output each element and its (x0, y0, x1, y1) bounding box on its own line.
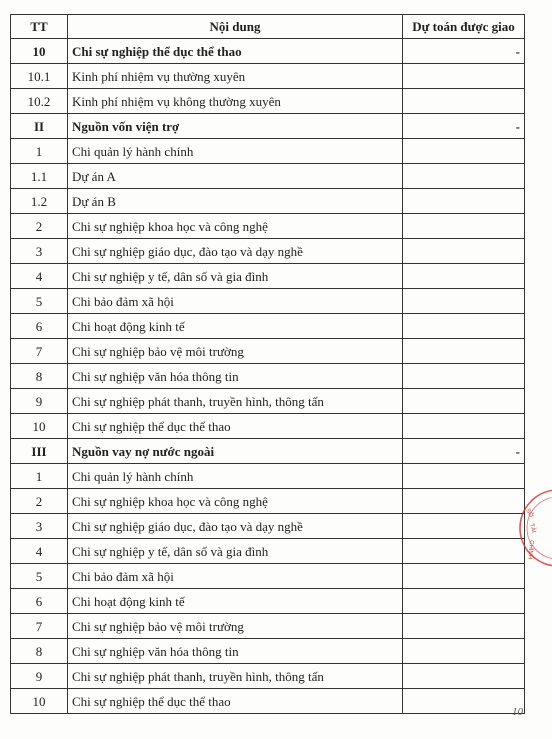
budget-table-body (11, 39, 525, 714)
row-content: Chi bảo đảm xã hội (68, 564, 403, 589)
row-estimate (403, 89, 525, 114)
row-content: Chi sự nghiệp bảo vệ môi trường (68, 339, 403, 364)
row-estimate (403, 564, 525, 589)
row-estimate (403, 339, 525, 364)
table-row (11, 614, 525, 639)
table-row (11, 114, 525, 139)
row-content: Chi hoạt động kinh tế (68, 314, 403, 339)
row-number: 1 (11, 464, 68, 489)
table-row (11, 539, 525, 564)
row-number: 2 (11, 489, 68, 514)
row-estimate (403, 689, 525, 714)
row-number: 7 (11, 339, 68, 364)
row-number: 5 (11, 289, 68, 314)
table-row (11, 464, 525, 489)
row-content: Chi quản lý hành chính (68, 139, 403, 164)
svg-text:CHÍNH: CHÍNH (526, 539, 534, 560)
row-content: Nguồn vốn viện trợ (68, 114, 403, 139)
row-estimate: - (403, 39, 525, 64)
row-number: II (11, 114, 68, 139)
table-row (11, 264, 525, 289)
row-number: 9 (11, 389, 68, 414)
row-content: Chi sự nghiệp văn hóa thông tin (68, 364, 403, 389)
row-estimate (403, 389, 525, 414)
row-number: 2 (11, 214, 68, 239)
table-row (11, 314, 525, 339)
row-estimate: - (403, 439, 525, 464)
row-estimate (403, 264, 525, 289)
row-content: Chi sự nghiệp y tế, dân số và gia đình (68, 539, 403, 564)
row-estimate (403, 289, 525, 314)
table-row (11, 364, 525, 389)
row-content: Chi sự nghiệp khoa học và công nghệ (68, 214, 403, 239)
row-number: 10 (11, 689, 68, 714)
table-row (11, 64, 525, 89)
header-estimate: Dự toán được giao (403, 15, 525, 39)
row-estimate (403, 539, 525, 564)
table-row (11, 439, 525, 464)
row-number: 7 (11, 614, 68, 639)
row-number: 10 (11, 414, 68, 439)
page-number-mark: 10 (512, 706, 523, 718)
row-content: Dự án B (68, 189, 403, 214)
table-header-row (11, 15, 525, 39)
row-content: Chi sự nghiệp phát thanh, truyền hình, thông tấn (68, 664, 403, 689)
row-number: 4 (11, 539, 68, 564)
row-estimate (403, 614, 525, 639)
row-content: Chi sự nghiệp y tế, dân số và gia đình (68, 264, 403, 289)
table-row (11, 289, 525, 314)
svg-text:TÀI: TÀI (528, 522, 537, 534)
header-content: Nội dung (68, 15, 403, 39)
row-content: Chi sự nghiệp khoa học và công nghệ (68, 489, 403, 514)
row-estimate (403, 489, 525, 514)
row-content: Chi sự nghiệp bảo vệ môi trường (68, 614, 403, 639)
table-row (11, 639, 525, 664)
row-estimate (403, 414, 525, 439)
row-content: Chi sự nghiệp văn hóa thông tin (68, 639, 403, 664)
red-seal-stamp (512, 488, 552, 568)
row-content: Chi sự nghiệp giáo dục, đào tạo và dạy nghề (68, 239, 403, 264)
row-number: 4 (11, 264, 68, 289)
budget-table (10, 14, 525, 714)
table-row (11, 489, 525, 514)
table-row (11, 414, 525, 439)
table-row (11, 514, 525, 539)
row-number: 5 (11, 564, 68, 589)
row-estimate (403, 239, 525, 264)
row-estimate (403, 64, 525, 89)
svg-text:SỞ: SỞ (524, 508, 535, 519)
row-estimate (403, 589, 525, 614)
row-content: Dự án A (68, 164, 403, 189)
row-number: 8 (11, 364, 68, 389)
row-number: 10 (11, 39, 68, 64)
header-tt: TT (11, 15, 68, 39)
row-estimate (403, 164, 525, 189)
row-number: 1.1 (11, 164, 68, 189)
row-estimate (403, 314, 525, 339)
row-number: III (11, 439, 68, 464)
row-number: 10.2 (11, 89, 68, 114)
table-row (11, 389, 525, 414)
row-estimate (403, 364, 525, 389)
row-estimate (403, 464, 525, 489)
row-content: Chi sự nghiệp thể dục thể thao (68, 39, 403, 64)
table-row (11, 214, 525, 239)
row-content: Chi sự nghiệp thể dục thể thao (68, 414, 403, 439)
table-row (11, 39, 525, 64)
row-content: Kinh phí nhiệm vụ không thường xuyên (68, 89, 403, 114)
row-content: Chi sự nghiệp giáo dục, đào tạo và dạy nghề (68, 514, 403, 539)
row-content: Chi hoạt động kinh tế (68, 589, 403, 614)
row-content: Nguồn vay nợ nước ngoài (68, 439, 403, 464)
table-row (11, 564, 525, 589)
table-row (11, 189, 525, 214)
table-row (11, 689, 525, 714)
row-number: 9 (11, 664, 68, 689)
table-row (11, 664, 525, 689)
table-row (11, 339, 525, 364)
table-row (11, 164, 525, 189)
table-row (11, 589, 525, 614)
row-content: Chi sự nghiệp phát thanh, truyền hình, thông tấn (68, 389, 403, 414)
row-content: Kinh phí nhiệm vụ thường xuyên (68, 64, 403, 89)
row-estimate (403, 514, 525, 539)
row-number: 10.1 (11, 64, 68, 89)
row-number: 8 (11, 639, 68, 664)
row-number: 6 (11, 314, 68, 339)
table-row (11, 239, 525, 264)
row-content: Chi sự nghiệp thể dục thể thao (68, 689, 403, 714)
row-number: 6 (11, 589, 68, 614)
row-number: 1.2 (11, 189, 68, 214)
row-number: 1 (11, 139, 68, 164)
table-row (11, 89, 525, 114)
row-content: Chi bảo đảm xã hội (68, 289, 403, 314)
row-number: 3 (11, 514, 68, 539)
row-estimate (403, 664, 525, 689)
row-estimate (403, 639, 525, 664)
row-estimate (403, 214, 525, 239)
row-number: 3 (11, 239, 68, 264)
row-content: Chi quản lý hành chính (68, 464, 403, 489)
table-row (11, 139, 525, 164)
row-estimate (403, 189, 525, 214)
row-estimate (403, 139, 525, 164)
row-estimate: - (403, 114, 525, 139)
